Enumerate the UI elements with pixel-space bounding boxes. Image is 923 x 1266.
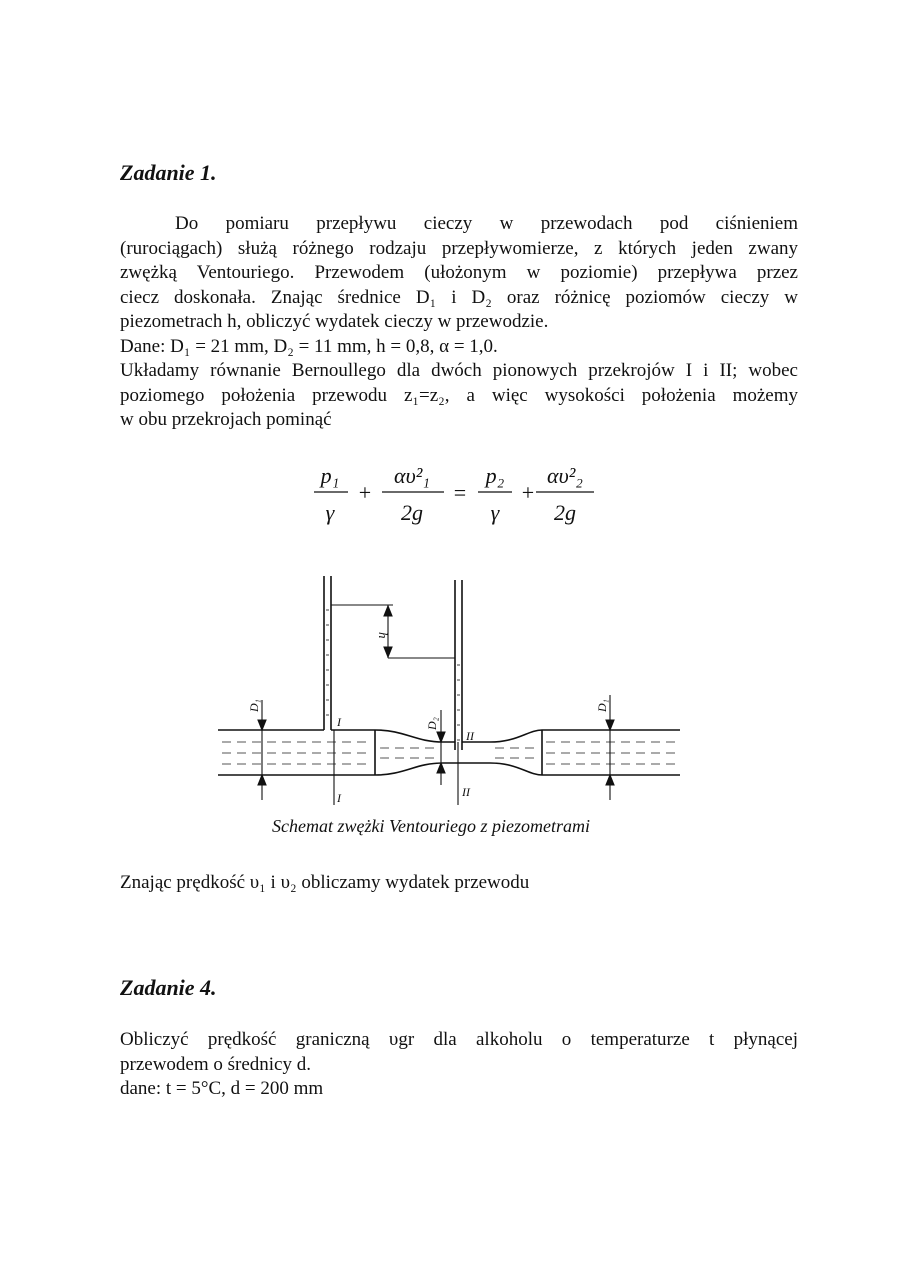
text-line: zwężką Ventouriego. Przewodem (ułożonym w poziomie) przepływa przez — [120, 262, 798, 283]
text-line: w obu przekrojach pominąć — [120, 409, 332, 430]
text-line: przewodem o średnicy d. — [120, 1053, 311, 1075]
text-line: Do pomiaru przepływu cieczy w przewodach pod ciśnieniem — [175, 213, 798, 234]
eq-alpha-v1: αυ²₁ — [394, 463, 430, 488]
eq-gamma-2: γ — [490, 500, 500, 525]
eq-plus-2: + — [521, 480, 535, 505]
eq-alpha-v2: αυ²₂ — [547, 463, 583, 488]
label-section-ii-top: II — [466, 729, 474, 743]
task1-intro — [120, 212, 798, 433]
given-data: Dane: D₁ = 21 mm, D₂ = 11 mm, h = 0,8, α = 1,0. — [120, 335, 498, 357]
eq-p2: p₂ — [485, 463, 505, 488]
text-line: (rurociągach) służą różnego rodzaju przepływomierze, z których jeden zwany — [120, 237, 798, 259]
text-line: ciecz doskonała. Znając średnice D₁ i D₂ oraz różnicę poziomów cieczy w — [120, 286, 798, 308]
figure-caption: Schemat zwężki Ventouriego z piezometrami — [272, 816, 590, 836]
eq-p1: p₁ — [320, 463, 340, 488]
task4-heading: Zadanie 4. — [120, 975, 217, 1000]
label-section-i-bottom: I — [337, 791, 341, 805]
eq-equals: = — [453, 480, 467, 505]
task4-body — [120, 1028, 798, 1102]
label-h: h — [376, 632, 391, 639]
task1-heading: Zadanie 1. — [120, 160, 217, 185]
label-section-ii-bottom: II — [462, 785, 470, 799]
given-data: dane: t = 5°C, d = 200 mm — [120, 1078, 324, 1099]
eq-plus-1: + — [358, 480, 372, 505]
eq-2g-2: 2g — [554, 500, 576, 525]
text-line: poziomego położenia przewodu z₁=z₂, a więc wysokości położenia możemy — [120, 384, 798, 406]
piezometer-scale — [326, 610, 460, 740]
text-line: Układamy równanie Bernoullego dla dwóch pionowych przekrojów I i II; wobec — [120, 360, 798, 381]
bernoulli-equation — [300, 448, 620, 533]
text-line: Obliczyć prędkość graniczną υgr dla alkoholu o temperaturze t płynącej — [120, 1029, 798, 1050]
text-line: piezometrach h, obliczyć wydatek cieczy w przewodzie. — [120, 311, 549, 332]
task1-after-figure: Znając prędkość υ₁ i υ₂ obliczamy wydatek przewodu — [120, 872, 530, 893]
label-section-i-top: I — [337, 715, 341, 729]
eq-2g-1: 2g — [401, 500, 423, 525]
label-d1-right: D₁ — [595, 699, 609, 712]
label-d1-left: D₁ — [247, 699, 261, 712]
venturi-diagram — [200, 570, 690, 810]
label-d2: D₂ — [425, 717, 439, 730]
eq-gamma-1: γ — [325, 500, 335, 525]
